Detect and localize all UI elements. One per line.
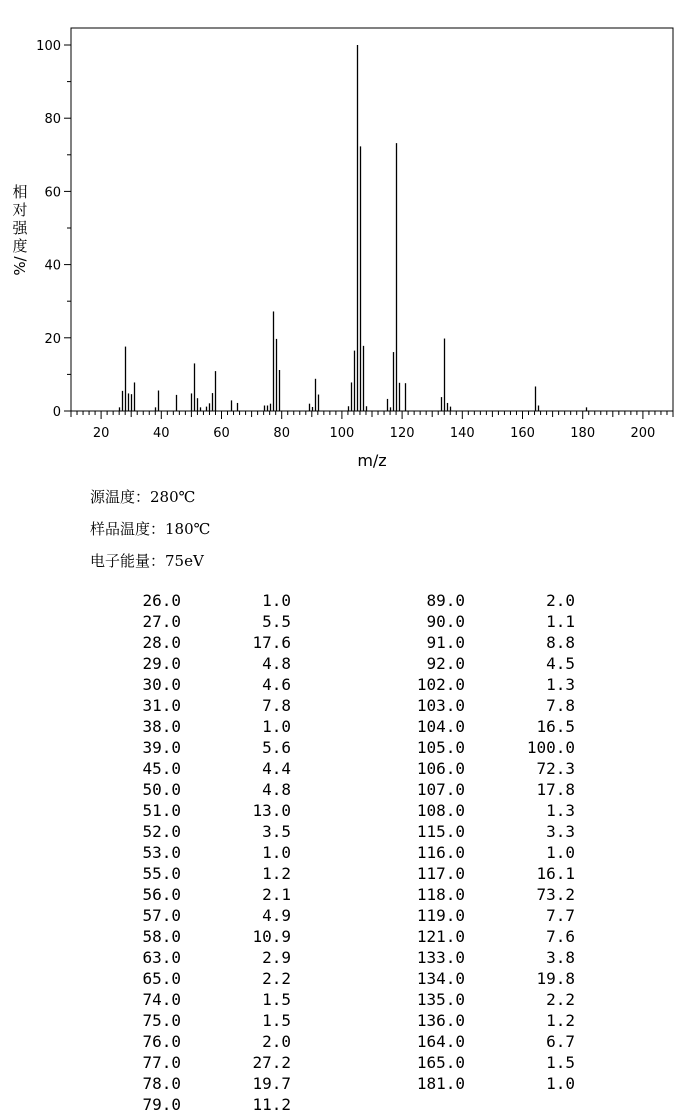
peak-mz: 119.0	[416, 906, 465, 925]
y-tick-label: 0	[52, 405, 61, 420]
peak-table-row	[106, 1031, 291, 1052]
y-axis-label-char: 相	[12, 183, 28, 201]
peak-abundance: 5.5	[262, 612, 291, 631]
peak-mz: 117.0	[416, 864, 465, 883]
peak-abundance: 16.1	[536, 864, 575, 883]
peak-table-row	[390, 863, 575, 884]
peak-abundance: 10.9	[252, 927, 291, 946]
peak-mz: 90.0	[426, 612, 465, 631]
peak-mz: 91.0	[426, 633, 465, 652]
peak-table-row	[390, 590, 575, 611]
peak-mz: 53.0	[142, 843, 181, 862]
x-axis-title: m/z	[357, 451, 387, 470]
peak-abundance: 8.8	[546, 633, 575, 652]
sample-temperature: 样品温度：180℃	[90, 520, 211, 538]
peak-mz: 135.0	[416, 990, 465, 1009]
peak-mz: 105.0	[416, 738, 465, 757]
peak-abundance: 1.0	[546, 1074, 575, 1093]
peak-abundance: 1.0	[546, 843, 575, 862]
x-tick-label: 200	[630, 426, 656, 441]
peak-table-row	[106, 590, 291, 611]
peak-table-row	[106, 947, 291, 968]
peak-table-row	[390, 905, 575, 926]
peak-mz: 79.0	[142, 1095, 181, 1114]
peak-table-row	[390, 1052, 575, 1073]
peak-table-row	[390, 821, 575, 842]
peak-abundance: 7.6	[546, 927, 575, 946]
y-axis-label-char: 对	[12, 201, 28, 219]
peak-abundance: 2.0	[546, 591, 575, 610]
peak-mz: 92.0	[426, 654, 465, 673]
source-temperature: 源温度：280℃	[90, 488, 196, 506]
peak-table-row	[106, 926, 291, 947]
x-tick-label: 160	[510, 426, 535, 441]
peak-table-row	[106, 1052, 291, 1073]
peak-abundance: 3.8	[546, 948, 575, 967]
peak-table-row	[390, 800, 575, 821]
peak-table-row	[390, 779, 575, 800]
peak-mz: 39.0	[142, 738, 181, 757]
peak-table-row	[106, 863, 291, 884]
peak-abundance: 2.9	[262, 948, 291, 967]
peak-abundance: 1.5	[262, 990, 291, 1009]
peak-mz: 30.0	[142, 675, 181, 694]
peak-mz: 115.0	[416, 822, 465, 841]
peak-mz: 74.0	[142, 990, 181, 1009]
peak-mz: 45.0	[142, 759, 181, 778]
peak-mz: 65.0	[142, 969, 181, 988]
peak-table-right	[390, 590, 575, 1094]
peak-mz: 103.0	[416, 696, 465, 715]
peak-abundance: 4.4	[262, 759, 291, 778]
y-tick-label: 60	[44, 185, 61, 201]
peak-mz: 181.0	[416, 1074, 465, 1093]
peak-table-row	[390, 716, 575, 737]
electron-energy: 电子能量：75eV	[90, 552, 204, 570]
peak-mz: 108.0	[416, 801, 465, 820]
peak-abundance: 1.0	[262, 843, 291, 862]
y-tick-label: 40	[44, 258, 61, 274]
y-axis-label-char: 度	[12, 237, 28, 255]
peak-mz: 77.0	[142, 1053, 181, 1072]
peak-abundance: 19.8	[536, 969, 575, 988]
peak-mz: 107.0	[416, 780, 465, 799]
peak-abundance: 7.8	[546, 696, 575, 715]
peak-table-row	[106, 905, 291, 926]
peak-table-row	[106, 989, 291, 1010]
peak-mz: 76.0	[142, 1032, 181, 1051]
peak-table-row	[106, 1010, 291, 1031]
peak-mz: 118.0	[416, 885, 465, 904]
peak-mz: 31.0	[142, 696, 181, 715]
peak-abundance: 1.3	[546, 801, 575, 820]
peak-abundance: 73.2	[536, 885, 575, 904]
peak-abundance: 1.5	[262, 1011, 291, 1030]
peak-table-row	[106, 800, 291, 821]
peak-abundance: 4.9	[262, 906, 291, 925]
peak-abundance: 3.3	[546, 822, 575, 841]
peak-table-row	[106, 716, 291, 737]
peak-mz: 133.0	[416, 948, 465, 967]
peak-table-row	[390, 737, 575, 758]
peak-table-row	[390, 695, 575, 716]
peak-abundance: 4.8	[262, 654, 291, 673]
peak-table-left	[106, 590, 291, 1115]
peak-abundance: 4.8	[262, 780, 291, 799]
peak-abundance: 1.2	[262, 864, 291, 883]
peak-abundance: 3.5	[262, 822, 291, 841]
x-tick-label: 80	[273, 426, 290, 441]
peak-abundance: 1.0	[262, 717, 291, 736]
peak-mz: 27.0	[142, 612, 181, 631]
peak-abundance: 7.8	[262, 696, 291, 715]
peak-table-row	[106, 884, 291, 905]
mass-spectrum-chart	[0, 0, 696, 480]
peak-abundance: 1.0	[262, 591, 291, 610]
peak-abundance: 2.0	[262, 1032, 291, 1051]
peak-mz: 164.0	[416, 1032, 465, 1051]
peak-mz: 134.0	[416, 969, 465, 988]
peak-table-row	[390, 674, 575, 695]
peak-abundance: 72.3	[536, 759, 575, 778]
peak-table-row	[106, 1073, 291, 1094]
peak-table-row	[390, 926, 575, 947]
plot-frame	[71, 28, 673, 411]
peak-table-row	[390, 947, 575, 968]
peak-abundance: 19.7	[252, 1074, 291, 1093]
peak-abundance: 16.5	[536, 717, 575, 736]
peak-abundance: 1.3	[546, 675, 575, 694]
peak-abundance: 6.7	[546, 1032, 575, 1051]
conditions-block	[90, 486, 210, 582]
peak-table-row	[390, 758, 575, 779]
peak-mz: 165.0	[416, 1053, 465, 1072]
peak-abundance: 2.2	[262, 969, 291, 988]
y-axis-label-char: 强	[12, 219, 28, 237]
peak-table-row	[106, 842, 291, 863]
peak-table-row	[390, 842, 575, 863]
peak-abundance: 100.0	[526, 738, 575, 757]
peak-abundance: 5.6	[262, 738, 291, 757]
peak-abundance: 4.5	[546, 654, 575, 673]
peak-table-row	[390, 611, 575, 632]
peak-mz: 102.0	[416, 675, 465, 694]
peak-mz: 28.0	[142, 633, 181, 652]
peak-table-row	[106, 674, 291, 695]
peak-abundance: 17.8	[536, 780, 575, 799]
peak-table-row	[390, 1031, 575, 1052]
x-tick-label: 100	[329, 426, 355, 441]
peak-mz: 116.0	[416, 843, 465, 862]
peak-table-row	[106, 821, 291, 842]
peak-table-row	[106, 632, 291, 653]
peak-table-row	[390, 989, 575, 1010]
y-tick-label: 20	[44, 331, 61, 347]
peak-mz: 63.0	[142, 948, 181, 967]
y-axis-label-char: %/	[11, 256, 29, 276]
peak-table-row	[390, 1010, 575, 1031]
peak-mz: 52.0	[142, 822, 181, 841]
x-tick-label: 60	[213, 426, 230, 441]
peak-abundance: 4.6	[262, 675, 291, 694]
peak-mz: 121.0	[416, 927, 465, 946]
peak-abundance: 1.1	[546, 612, 575, 631]
peak-mz: 104.0	[416, 717, 465, 736]
peak-table-row	[106, 653, 291, 674]
peak-table-row	[390, 632, 575, 653]
x-tick-label: 180	[570, 426, 596, 441]
peak-table-row	[390, 1073, 575, 1094]
x-tick-label: 40	[153, 426, 170, 441]
peak-table-row	[106, 968, 291, 989]
peak-mz: 26.0	[142, 591, 181, 610]
peak-mz: 51.0	[142, 801, 181, 820]
y-tick-label: 80	[44, 112, 61, 128]
peak-mz: 29.0	[142, 654, 181, 673]
peak-abundance: 13.0	[252, 801, 291, 820]
peak-table-row	[106, 737, 291, 758]
peak-table-row	[106, 611, 291, 632]
peak-abundance: 1.2	[546, 1011, 575, 1030]
peak-abundance: 7.7	[546, 906, 575, 925]
peak-mz: 50.0	[142, 780, 181, 799]
peak-abundance: 2.1	[262, 885, 291, 904]
peak-table-row	[390, 884, 575, 905]
peak-table-row	[106, 758, 291, 779]
peak-mz: 75.0	[142, 1011, 181, 1030]
peak-mz: 56.0	[142, 885, 181, 904]
peak-table-row	[106, 695, 291, 716]
peak-mz: 89.0	[426, 591, 465, 610]
x-tick-label: 120	[389, 426, 415, 441]
peak-mz: 57.0	[142, 906, 181, 925]
peak-mz: 55.0	[142, 864, 181, 883]
peak-table-row	[390, 968, 575, 989]
peak-table-row	[106, 779, 291, 800]
peak-abundance: 17.6	[252, 633, 291, 652]
peak-abundance: 11.2	[252, 1095, 291, 1114]
peak-mz: 38.0	[142, 717, 181, 736]
y-tick-label: 100	[36, 39, 61, 54]
peak-abundance: 2.2	[546, 990, 575, 1009]
peak-table-row	[106, 1094, 291, 1115]
peak-abundance: 27.2	[252, 1053, 291, 1072]
peak-mz: 58.0	[142, 927, 181, 946]
peak-mz: 136.0	[416, 1011, 465, 1030]
peak-mz: 78.0	[142, 1074, 181, 1093]
peak-mz: 106.0	[416, 759, 465, 778]
x-tick-label: 20	[92, 426, 110, 441]
x-tick-label: 140	[449, 426, 475, 441]
peak-table-row	[390, 653, 575, 674]
peak-abundance: 1.5	[546, 1053, 575, 1072]
